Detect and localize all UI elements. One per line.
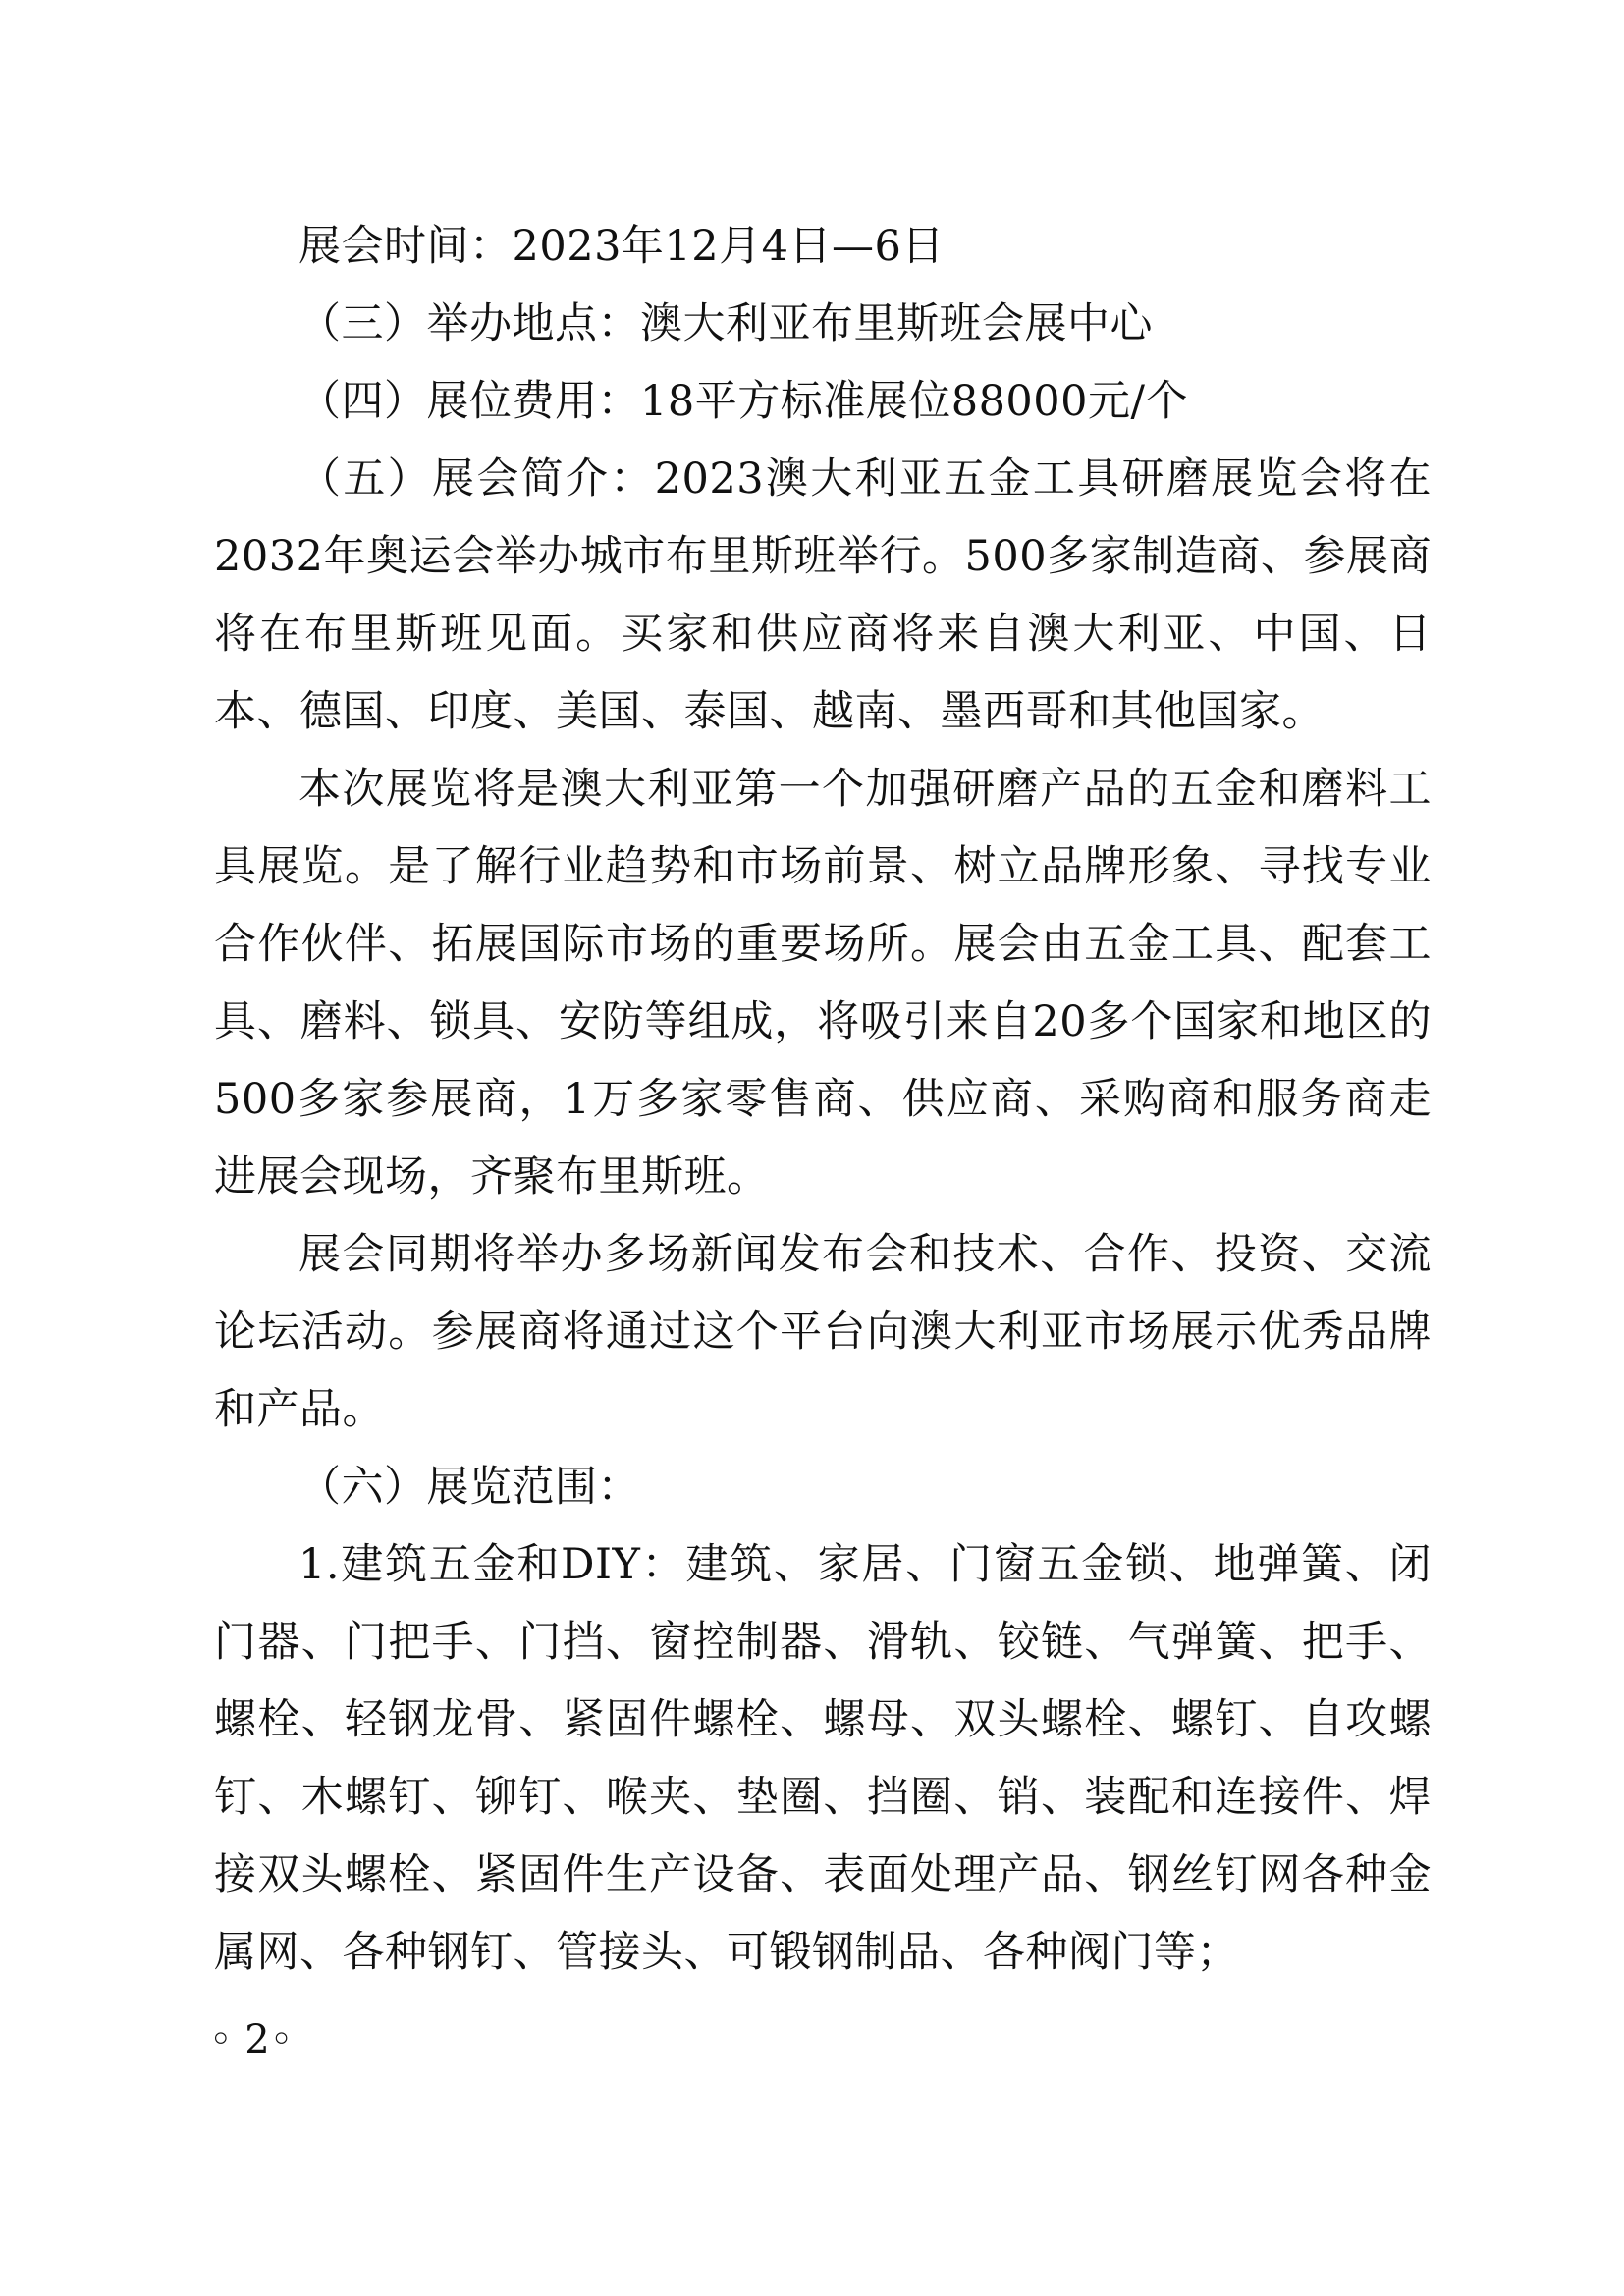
paragraph-venue: （三）举办地点：澳大利亚布里斯班会展中心 — [298, 299, 1153, 348]
paragraph-scope-item-1: 1.建筑五金和DIY：建筑、家居、门窗五金锁、地弹簧、闭门器、门把手、门挡、窗控制器、滑轨、铰链、气弹簧、把手、螺栓、轻钢龙骨、紧固件螺栓、螺母、双头螺栓、螺钉、自攻螺钉、木螺钉、铆钉、喉夹、垫圈、挡圈、销、装配和连接件、焊接双头螺栓、紧固件生产设备、表面处理产品、钢丝钉网各种金属网、各种钢钉、管接头、可锻钢制品、各种阀门等； — [214, 1540, 1432, 1977]
paragraph-booth-fee: （四）展位费用：18平方标准展位88000元/个 — [298, 377, 1188, 426]
paragraph-exhibition-overview: 本次展览将是澳大利亚第一个加强研磨产品的五金和磨料工具展览。是了解行业趋势和市场前景、树立品牌形象、寻找专业合作伙伴、拓展国际市场的重要场所。展会由五金工具、配套工具、磨料、锁具、安防等组成，将吸引来自20多个国家和地区的500多家参展商，1万多家零售商、供应商、采购商和服务商走进展会现场，齐聚布里斯班。 — [214, 765, 1432, 1201]
paragraph-concurrent-events: 展会同期将举办多场新闻发布会和技术、合作、投资、交流论坛活动。参展商将通过这个平台向澳大利亚市场展示优秀品牌和产品。 — [214, 1230, 1432, 1434]
body-text — [214, 208, 1432, 1992]
page-number: ◦ 2◦ — [209, 2017, 294, 2062]
paragraph-scope-heading: （六）展览范围： — [298, 1463, 640, 1512]
paragraph-introduction: （五）展会简介：2023澳大利亚五金工具研磨展览会将在2032年奥运会举办城市布里斯班举行。500多家制造商、参展商将在布里斯班见面。买家和供应商将来自澳大利亚、中国、日本、德国、印度、美国、泰国、越南、墨西哥和其他国家。 — [214, 454, 1432, 736]
paragraph-exhibition-time: 展会时间：2023年12月4日—6日 — [298, 222, 945, 271]
